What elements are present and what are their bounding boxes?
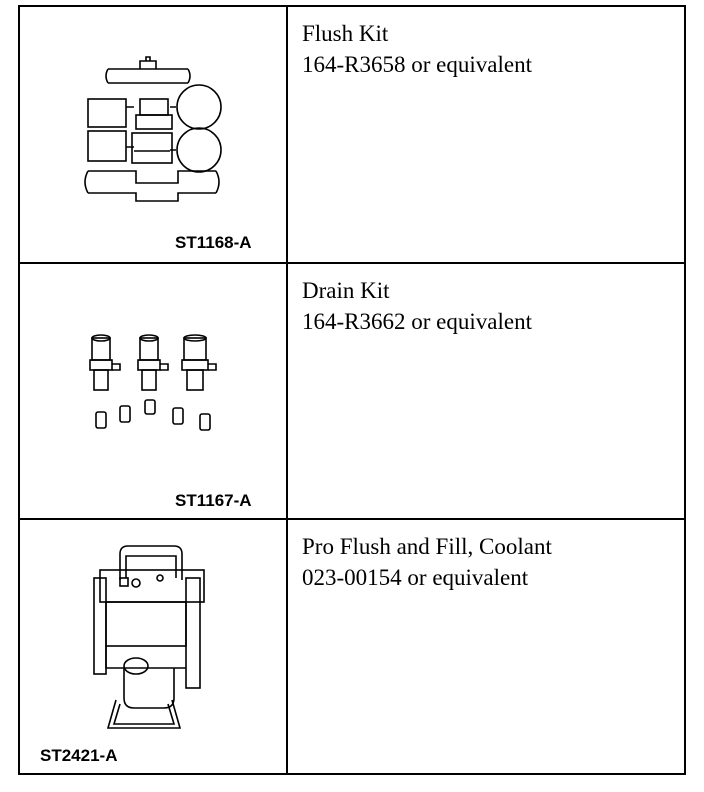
flush-kit-illustration-icon [20, 7, 288, 262]
tool-image-cell [20, 264, 288, 518]
tool-row [20, 7, 684, 264]
tool-name: Flush Kit [302, 21, 389, 46]
flush-fill-machine-illustration-icon [20, 520, 288, 773]
tool-description-cell [290, 7, 684, 262]
drain-kit-illustration-icon [20, 264, 288, 518]
tool-name: Drain Kit [302, 278, 390, 303]
tool-part-number: 023-00154 or equivalent [302, 565, 529, 590]
tool-part-number: 164-R3662 or equivalent [302, 309, 532, 334]
tool-row [20, 264, 684, 520]
tool-image-cell [20, 520, 288, 773]
tool-image-cell [20, 7, 288, 262]
tool-code: ST1167-A [175, 491, 252, 510]
tool-description-cell [290, 520, 684, 773]
special-tools-table [18, 5, 686, 775]
tool-row [20, 520, 684, 773]
tool-code: ST2421-A [40, 746, 118, 765]
tool-name: Pro Flush and Fill, Coolant [302, 534, 552, 559]
tool-description-cell [290, 264, 684, 518]
tool-part-number: 164-R3658 or equivalent [302, 52, 532, 77]
tool-code: ST1168-A [175, 233, 252, 252]
